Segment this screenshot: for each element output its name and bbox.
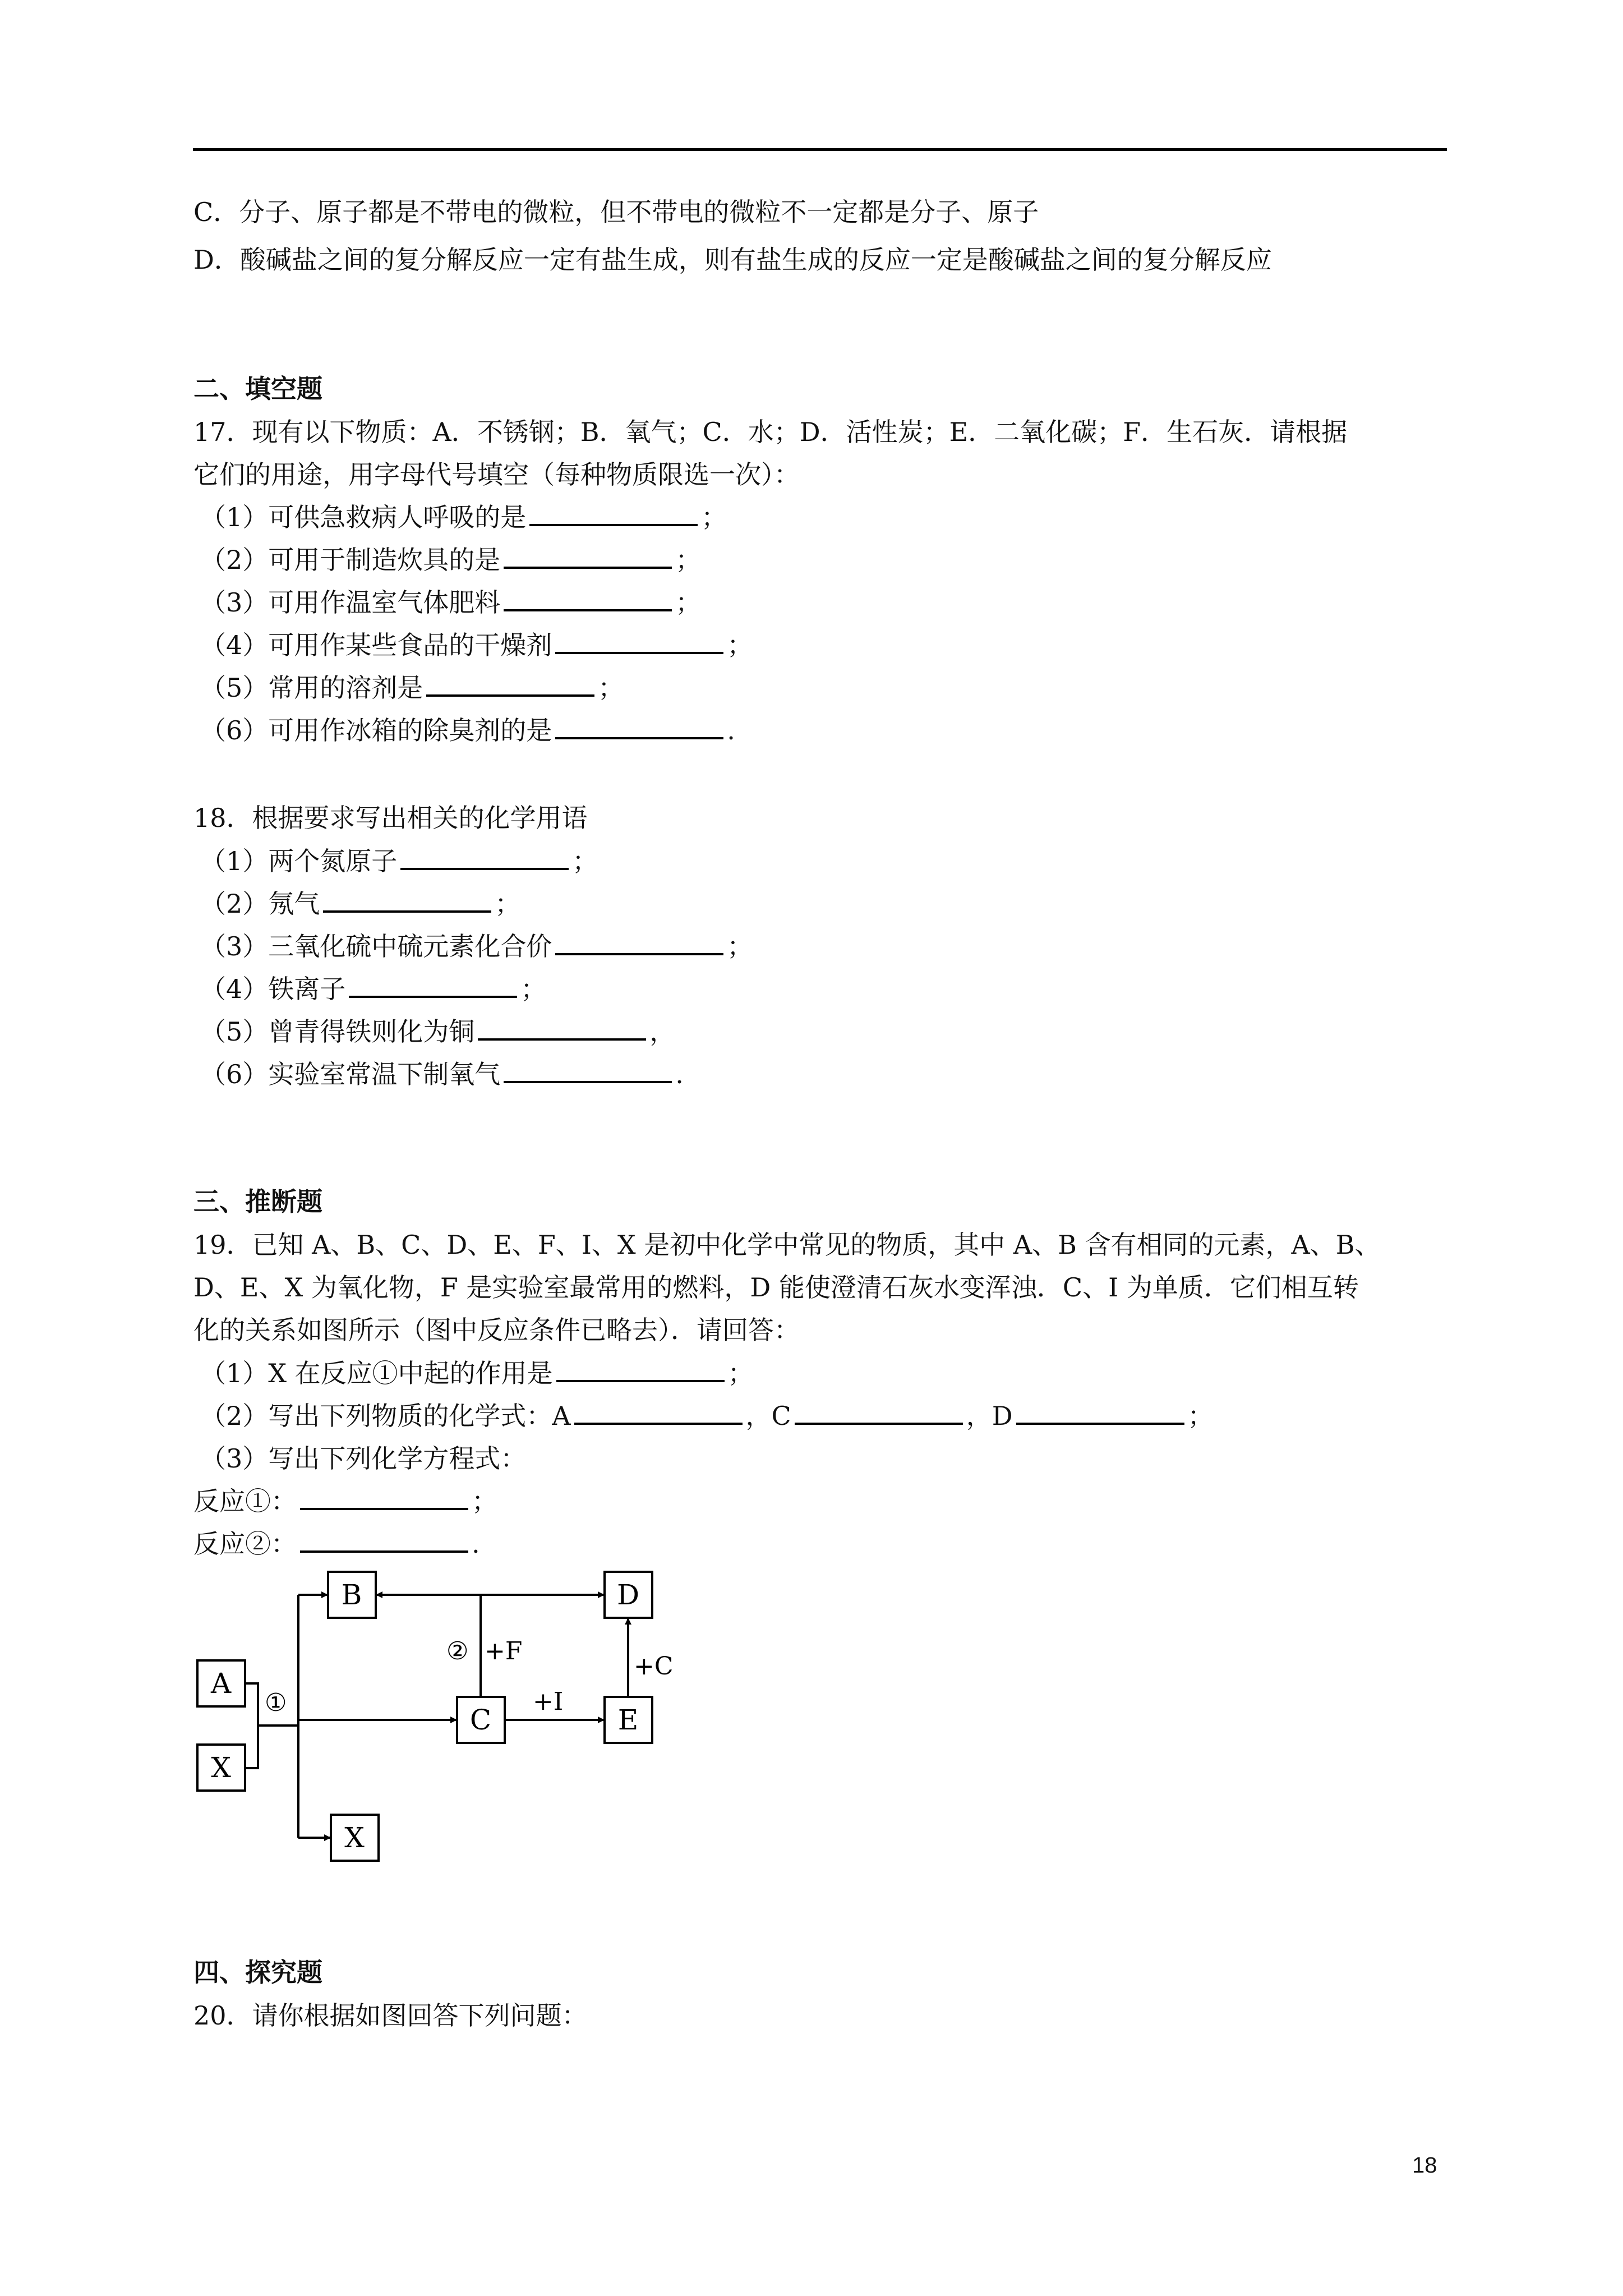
q17-item: （2）可用于制造炊具的是 ； <box>200 539 701 581</box>
q19-reaction2: 反应②： . <box>193 1522 480 1565</box>
q17-item: （5）常用的溶剂是 ； <box>200 666 624 709</box>
q19-stem-line3: 化的关系如图所示（图中反应条件已略去）．请回答： <box>193 1315 800 1345</box>
answer-blank[interactable] <box>574 1398 743 1425</box>
q18-item: （4）铁离子 ； <box>200 968 546 1010</box>
q19-sub3: （3）写出下列化学方程式： <box>200 1443 527 1474</box>
answer-blank[interactable] <box>529 499 698 526</box>
answer-blank[interactable] <box>504 542 672 569</box>
q19-stem-line1: 19．已知 A、B、C、D、E、F、I、X 是初中化学中常见的物质，其中 A、B 含有相同的元素，A、B、 <box>193 1230 1381 1260</box>
reaction-2-marker: ② <box>446 1637 469 1665</box>
answer-blank[interactable] <box>349 971 517 998</box>
q18-stem: 18．根据要求写出相关的化学用语 <box>193 803 588 833</box>
q18-item: （2）氖气 ； <box>200 882 520 925</box>
section-heading-inquiry: 四、探究题 <box>193 1957 322 1987</box>
page-number: 18 <box>1412 2153 1437 2178</box>
input-bracket <box>245 1683 258 1768</box>
q17-item: （3）可用作温室气体肥料 ； <box>200 581 701 624</box>
section-heading-inference: 三、推断题 <box>193 1186 322 1217</box>
label-a: A <box>210 1667 232 1700</box>
reaction-1-marker: ① <box>265 1688 287 1717</box>
plus-i-label: +I <box>533 1687 564 1716</box>
answer-blank[interactable] <box>504 585 672 611</box>
plus-c-label: +C <box>634 1652 674 1681</box>
answer-blank[interactable] <box>323 886 491 913</box>
answer-blank[interactable] <box>504 1056 672 1083</box>
answer-blank[interactable] <box>795 1398 963 1425</box>
q17-stem-line1: 17．现有以下物质：A．不锈钢；B．氧气；C．水；D．活性炭；E．二氧化碳；F．生石灰．请根据 <box>193 417 1348 447</box>
answer-blank[interactable] <box>556 1355 725 1382</box>
answer-blank[interactable] <box>555 712 723 739</box>
q18-item: （5）曾青得铁则化为铜 ， <box>200 1010 675 1053</box>
q18-item: （3）三氧化硫中硫元素化合价 ； <box>200 925 753 968</box>
q17-item: （6）可用作冰箱的除臭剂的是 . <box>200 709 735 752</box>
q17-item: （1）可供急救病人呼吸的是 ； <box>200 496 727 539</box>
answer-blank[interactable] <box>400 843 569 870</box>
q17-item: （4）可用作某些食品的干燥剂 ； <box>200 624 753 666</box>
q18-item: （6）实验室常温下制氧气 . <box>200 1053 684 1096</box>
label-c: C <box>469 1704 492 1736</box>
answer-blank[interactable] <box>555 928 723 955</box>
q19-stem-line2: D、E、X 为氧化物，F 是实验室最常用的燃料，D 能使澄清石灰水变浑浊．C、I 为单质．它们相互转 <box>193 1272 1359 1303</box>
q20-stem: 20．请你根据如图回答下列问题： <box>193 2000 588 2031</box>
answer-blank[interactable] <box>300 1526 468 1553</box>
answer-blank[interactable] <box>300 1483 468 1510</box>
q17-stem-line2: 它们的用途，用字母代号填空（每种物质限选一次）： <box>193 459 800 490</box>
label-b: B <box>341 1579 362 1611</box>
q19-reaction1: 反应①： ； <box>193 1480 497 1522</box>
q19-sub1: （1）X 在反应①中起的作用是 ； <box>200 1352 754 1395</box>
option-d: D．酸碱盐之间的复分解反应一定有盐生成，则有盐生成的反应一定是酸碱盐之间的复分解反应 <box>193 245 1272 275</box>
header-rule <box>193 148 1447 151</box>
answer-blank[interactable] <box>555 627 723 654</box>
label-e: E <box>617 1704 639 1736</box>
q18-item: （1）两个氮原子 ； <box>200 840 598 882</box>
q19-sub2: （2）写出下列物质的化学式：A ，C ，D ； <box>200 1395 1214 1437</box>
option-c: C．分子、原子都是不带电的微粒，但不带电的微粒不一定都是分子、原子 <box>193 197 1039 227</box>
label-x-input: X <box>211 1751 231 1784</box>
answer-blank[interactable] <box>478 1014 646 1041</box>
answer-blank[interactable] <box>426 670 594 697</box>
label-x-output: X <box>344 1821 365 1854</box>
reaction-flow-diagram <box>191 1559 695 1874</box>
label-d: D <box>616 1579 640 1611</box>
plus-f-label: +F <box>485 1637 523 1665</box>
section-heading-fill-in: 二、填空题 <box>193 374 322 404</box>
answer-blank[interactable] <box>1016 1398 1184 1425</box>
